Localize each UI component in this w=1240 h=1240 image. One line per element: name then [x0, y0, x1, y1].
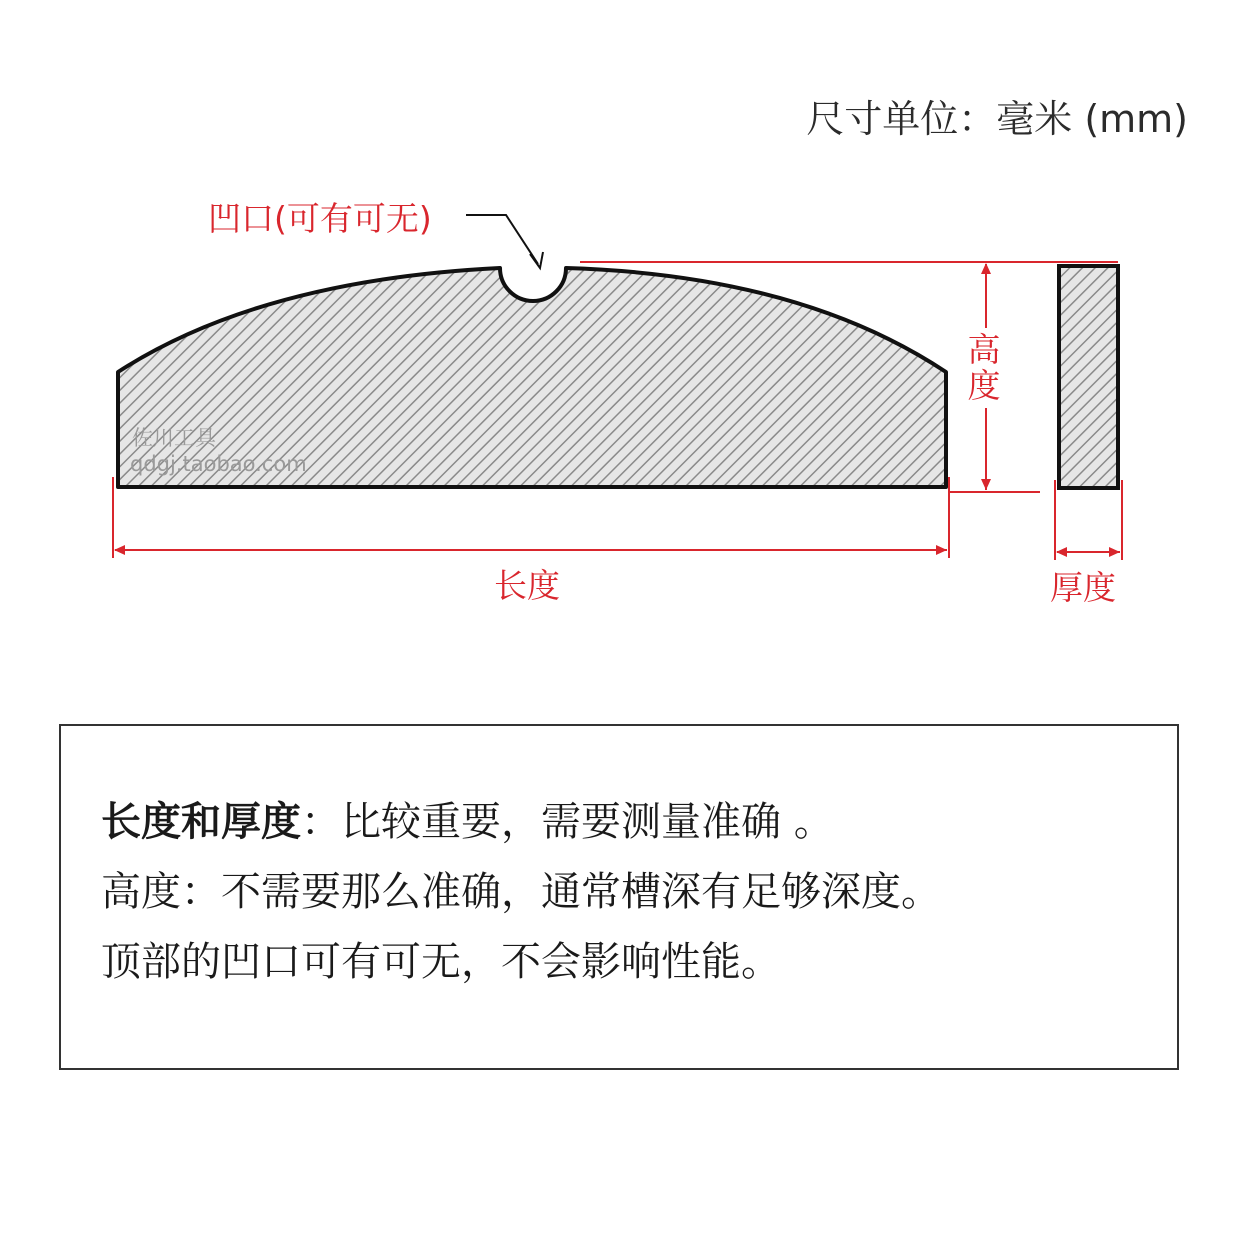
notch-label: 凹口(可有可无): [208, 199, 432, 238]
watermark-url: qdgj.taobao.com: [130, 452, 307, 476]
note-line-3: 顶部的凹口可有可无，不会影响性能。: [101, 939, 781, 985]
height-label: 高度: [962, 328, 1006, 408]
thickness-label: 厚度: [1050, 568, 1116, 607]
note-line-1: [101, 790, 834, 847]
watermark-shop-name: 佐川工具: [132, 426, 216, 450]
notes-box: [59, 724, 1179, 1070]
note-line-2: 高度：不需要那么准确，通常槽深有足够深度。: [101, 869, 941, 915]
length-label: 长度: [494, 566, 560, 605]
notch-leader: [466, 215, 538, 264]
side-profile: [1059, 266, 1118, 488]
unit-note: 尺寸单位：毫米 (mm): [806, 97, 1188, 141]
note-line-1-heading: 长度和厚度: [101, 799, 301, 845]
note-line-1-text: ：比较重要，需要测量准确 。: [301, 799, 834, 845]
